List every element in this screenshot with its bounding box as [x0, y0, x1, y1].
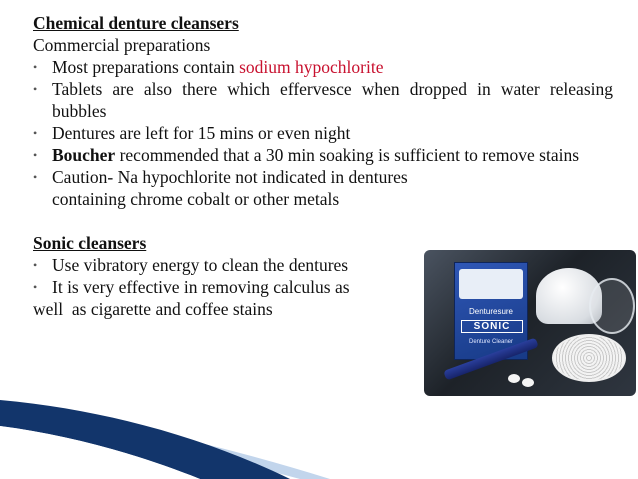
list-item	[33, 78, 613, 122]
bullet-text: Dentures are left for 15 mins or even night	[52, 123, 351, 143]
bullet-icon: •	[33, 280, 38, 294]
bullet-icon: •	[33, 60, 38, 74]
bullet-text-caution: Caution- Na hypochlorite not indicated in dentures containing chrome cobalt or other metals	[52, 167, 408, 209]
list-item	[33, 166, 613, 210]
list-item	[33, 122, 613, 144]
heading-chemical-cleansers: Chemical denture cleansers	[33, 13, 239, 33]
bullet-list-chemical	[33, 56, 613, 210]
jar-lid	[589, 278, 635, 334]
box-label-sonic: SONIC	[461, 320, 523, 333]
bullet-icon: •	[33, 82, 38, 96]
box-label-brand: Denturesure	[468, 307, 514, 316]
bullet-text: recommended that a 30 min soaking is sufficient to remove stains	[115, 145, 580, 165]
tablet	[508, 374, 520, 383]
list-item	[33, 144, 613, 166]
bullet-icon: •	[33, 126, 38, 140]
bullet-text: Most preparations contain	[52, 57, 240, 77]
product-photo	[424, 250, 636, 396]
box-image	[459, 269, 523, 299]
bullet-icon: •	[33, 258, 38, 272]
box-label-cleaner: Denture Cleaner	[468, 339, 514, 345]
bullet-text: It is very effective in removing calculus as	[52, 277, 350, 297]
bullet-text: Tablets are also there which effervesce when dropped in water releasing bubbles	[52, 79, 613, 121]
bullet-icon: •	[33, 148, 38, 162]
subheading-commercial: Commercial preparations	[33, 35, 211, 55]
bullet-icon: •	[33, 170, 38, 184]
decorative-swoosh	[0, 400, 638, 479]
continuation-text: well as cigarette and coffee stains	[33, 299, 273, 319]
mesh-basket	[552, 334, 626, 382]
heading-sonic-cleansers: Sonic cleansers	[33, 233, 147, 253]
list-item	[33, 56, 613, 78]
tablet	[522, 378, 534, 387]
bold-boucher: Boucher	[52, 145, 116, 165]
bullet-text: Use vibratory energy to clean the dentures	[52, 255, 349, 275]
highlight-sodium-hypochlorite: sodium hypochlorite	[239, 57, 384, 77]
spacer	[33, 210, 613, 232]
